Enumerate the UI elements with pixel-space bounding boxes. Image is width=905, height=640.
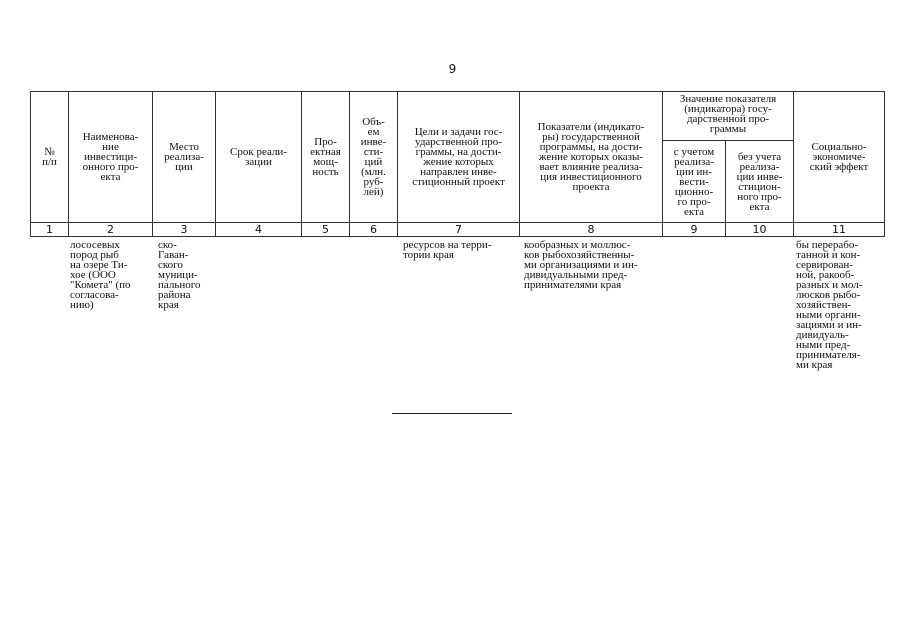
col-header-indicators: Показатели (индикато- ры) государственной программы, на дости- жение которых оказы- вает влияние реализа- ция инвестиционного проекта (520, 92, 663, 223)
end-of-document-rule (392, 413, 512, 414)
column-number: 4 (216, 223, 302, 237)
cell-project-name: лососевых пород рыб на озере Ти- хое (ООО "Комета" (по согласова- нию) (70, 239, 131, 311)
col-header-with-project: с учетом реализа- ции ин- вести- ционно- го про- екта (663, 141, 726, 223)
col-header-investment-volume: Объ- ем инве- сти- ций (млн. руб- лей) (350, 92, 398, 223)
page-number: 9 (448, 62, 457, 76)
col-header-goals: Цели и задачи гос- ударственной про- граммы, на дости- жение которых направлен инве- стиционный проект (398, 92, 520, 223)
column-number: 11 (794, 223, 885, 237)
col-header-without-project: без учета реализа- ции инве- стицион- ного про- екта (726, 141, 794, 223)
cell-indicators: кообразных и моллюс- ков рыбохозяйственны- ми организациями и ин- дивидуальными пред- принимателями края (524, 239, 638, 291)
col-header-capacity: Про- ектная мощ- ность (302, 92, 350, 223)
col-header-social-economic-effect: Социально- экономиче- ский эффект (794, 92, 885, 223)
column-numbers-row (31, 223, 885, 237)
column-number: 6 (350, 223, 398, 237)
cell-location: ско- Гаван- ского муници- пального района края (158, 239, 201, 311)
column-number: 5 (302, 223, 350, 237)
column-number: 8 (520, 223, 663, 237)
cell-goals: ресурсов на терри- тории края (403, 239, 492, 261)
column-number: 10 (726, 223, 794, 237)
table-row (30, 240, 884, 400)
col-header-indicator-value-group: Значение показателя (индикатора) госу- дарственной про- граммы (663, 92, 794, 141)
col-header-project-name: Наименова- ние инвестици- онного про- екта (69, 92, 153, 223)
col-header-location: Место реализа- ции (153, 92, 216, 223)
column-number: 1 (31, 223, 69, 237)
col-header-number: № п/п (31, 92, 69, 223)
column-number: 2 (69, 223, 153, 237)
column-number: 3 (153, 223, 216, 237)
column-number: 9 (663, 223, 726, 237)
cell-social-economic-effect: бы перерабо- танной и кон- сервирован- ной, ракооб- разных и мол- люсков рыбо- хозяйствен- ными органи- зациями и ин- дивидуаль- ными пред- принимателя- ми края (796, 239, 863, 371)
col-header-term: Срок реали- зации (216, 92, 302, 223)
column-number: 7 (398, 223, 520, 237)
header-table (30, 91, 885, 237)
